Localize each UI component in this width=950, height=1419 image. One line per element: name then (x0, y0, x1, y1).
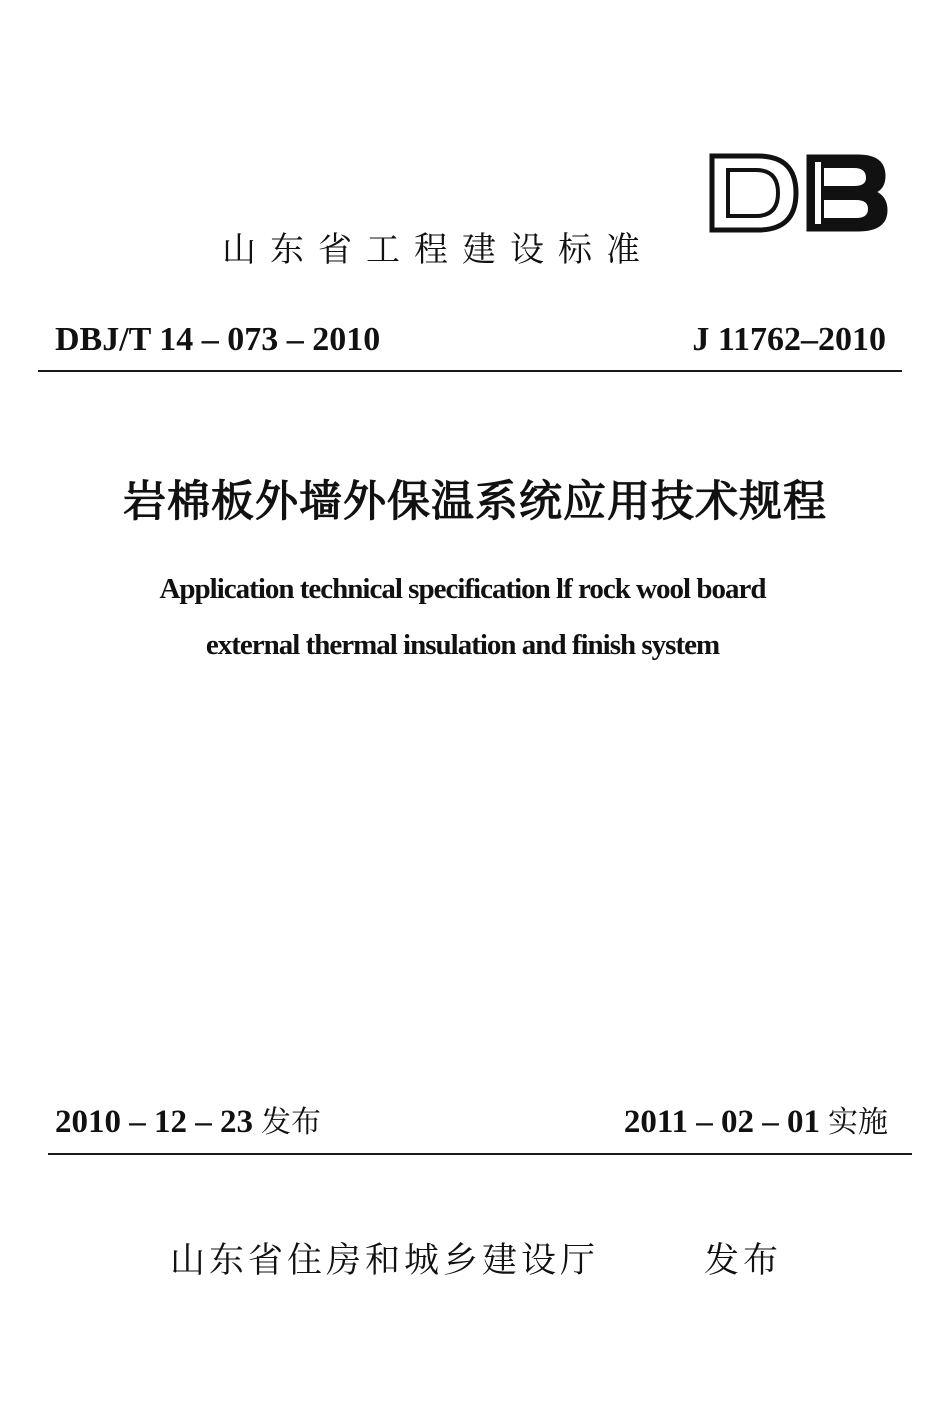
document-title-english-line1: Application technical specification lf rock wool board (159, 573, 766, 605)
issuing-authority: 山东省住房和城乡建设厅 (170, 1241, 600, 1281)
bottom-divider (48, 1153, 912, 1155)
effective-date-value: 2011 – 02 – 01 (623, 1104, 820, 1140)
record-code: J 11762–2010 (692, 321, 886, 358)
release-date (55, 1100, 321, 1145)
effective-date (624, 1100, 888, 1145)
db-standard-logo-icon (708, 150, 888, 236)
issuing-action: 发布 (704, 1241, 783, 1281)
effective-date-label: 实施 (828, 1105, 888, 1140)
release-date-label: 发布 (261, 1105, 321, 1140)
standard-code: DBJ/T 14 – 073 – 2010 (55, 321, 381, 358)
release-date-value: 2010 – 12 – 23 (55, 1104, 253, 1140)
top-divider (38, 370, 902, 372)
document-title-english-line2: external thermal insulation and finish system (205, 629, 720, 661)
document-title-chinese: 岩棉板外墙外保温系统应用技术规程 (123, 477, 827, 527)
standard-category: 山东省工程建设标准 (222, 230, 654, 270)
